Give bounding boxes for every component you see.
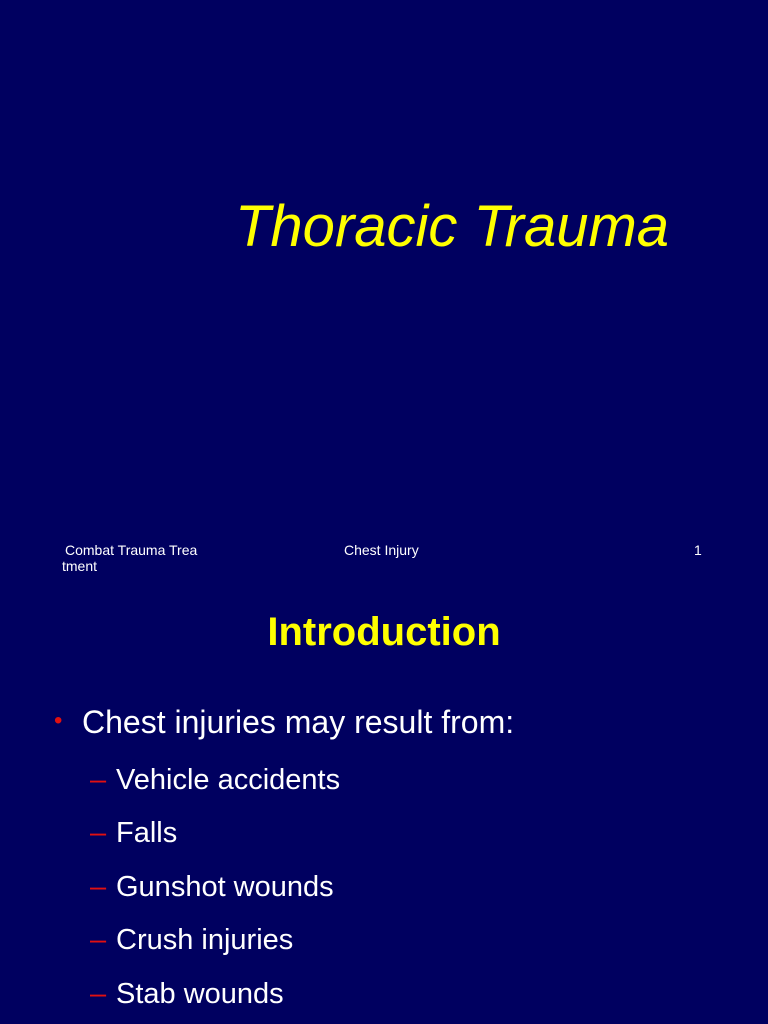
- sub-item: [90, 977, 284, 1012]
- dash-icon: –: [90, 817, 107, 849]
- footer-presentation-name: [62, 542, 215, 574]
- sub-item: [90, 763, 340, 798]
- sub-item: [90, 870, 334, 905]
- sub-item: [90, 923, 293, 958]
- sub-item-text: Gunshot wounds: [116, 871, 334, 903]
- footer-topic: Chest Injury: [344, 542, 419, 558]
- sub-item-text: Crush injuries: [116, 924, 294, 956]
- dash-icon: –: [90, 871, 107, 903]
- slide-title: Thoracic Trauma: [235, 194, 670, 259]
- sub-item-text: Vehicle accidents: [116, 764, 341, 796]
- sub-item-text: Stab wounds: [116, 978, 284, 1010]
- footer-line-1: Combat Trauma Trea: [65, 542, 198, 558]
- slide-2: [0, 580, 768, 1024]
- dash-icon: –: [90, 924, 107, 956]
- bullet-item: [54, 703, 514, 741]
- bullet-dot-icon: •: [54, 707, 63, 734]
- dash-icon: –: [90, 978, 107, 1010]
- slide-title: Introduction: [267, 610, 501, 654]
- bullet-text: Chest injuries may result from:: [82, 704, 515, 740]
- sub-item-text: Falls: [116, 817, 178, 849]
- footer-page-number: 1: [694, 542, 702, 558]
- sub-item: [90, 816, 177, 851]
- dash-icon: –: [90, 764, 107, 796]
- footer-line-2: tment: [62, 558, 98, 574]
